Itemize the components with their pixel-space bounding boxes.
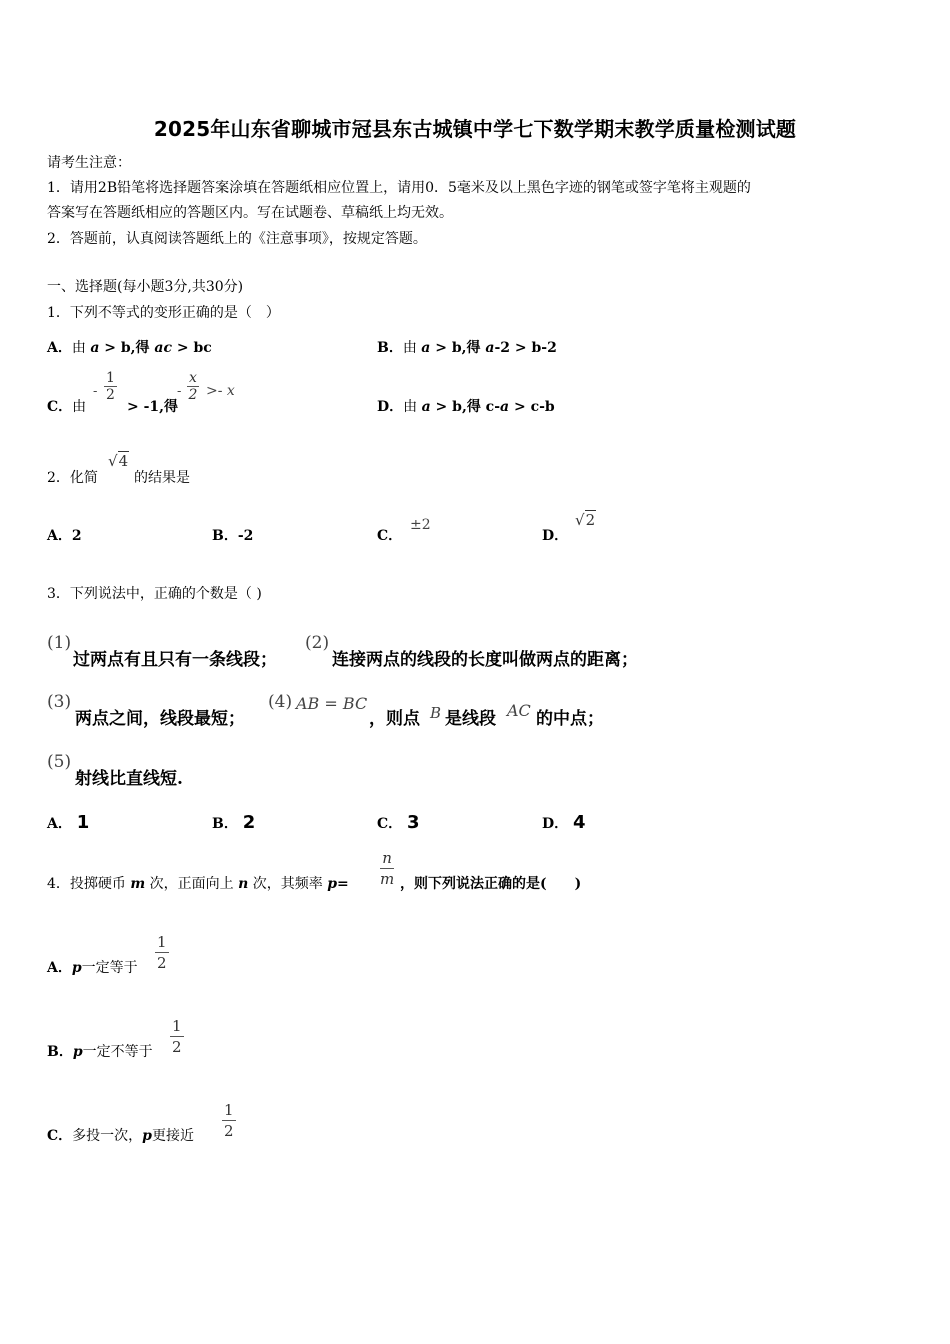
question-1-stem: 1．下列不等式的变形正确的是（ ） (47, 305, 280, 321)
statement-5-number: (5) (47, 752, 72, 772)
minus-sign: - (93, 384, 98, 399)
option-text: > b,得 c- (430, 399, 501, 415)
inequality-tail: >- x (206, 383, 235, 399)
section-heading: 一、选择题(每小题3分,共30分) (47, 279, 244, 295)
expression-ab-bc: AB = BC (296, 694, 368, 713)
plus-minus-2: ±2 (410, 517, 431, 533)
question-4-stem: 4．投掷硬币 m 次，正面向上 n 次，其频率 p= (47, 876, 349, 892)
option-label: A． (47, 340, 72, 356)
option-text: 由 (71, 340, 91, 356)
option-text: 由 (402, 340, 422, 356)
fraction-one-half: $\frac{1}{2}$ (106, 370, 115, 403)
question-2-option-a: A．2 (47, 528, 82, 544)
question-3-option-c: C． 3 (377, 812, 420, 833)
question-3-option-d: D． 4 (542, 812, 586, 833)
page-title: 2025年山东省聊城市冠县东古城镇中学七下数学期末教学质量检测试题 (153, 117, 797, 141)
option-text: > -1,得 (127, 399, 179, 415)
statement-4-text: 是线段 (445, 709, 496, 729)
notice-line-3: 2．答题前，认真阅读答题纸上的《注意事项》，按规定答题。 (47, 231, 427, 247)
minus-sign: - (177, 384, 182, 399)
statement-3-number: (3) (47, 692, 72, 712)
notice-line-1: 1．请用2B铅笔将选择题答案涂填在答题纸相应位置上，请用0．5毫米及以上黑色字迹的钢笔或签字笔将主观题的 (47, 180, 751, 196)
statement-1: 过两点有且只有一条线段； (73, 650, 277, 670)
question-3-stem: 3．下列说法中，正确的个数是（ ) (47, 586, 262, 602)
point-b: B (430, 704, 442, 722)
fraction-x-over-2: $\frac{x}{2}$ (188, 370, 198, 403)
question-4-option-a: A．p一定等于 (47, 960, 138, 976)
sqrt-2: √2 (575, 511, 596, 529)
option-label: B． (377, 340, 403, 356)
fraction-one-half: $\frac{1}{2}$ (172, 1017, 182, 1056)
statement-2: 连接两点的线段的长度叫做两点的距离； (332, 650, 638, 670)
question-2-option-b: B．-2 (212, 528, 254, 544)
var-ac: ac (154, 340, 173, 356)
question-3-option-a: A． 1 (47, 812, 90, 833)
statement-4-text: 的中点； (536, 709, 604, 729)
question-2-stem-suffix: 的结果是 (134, 470, 190, 486)
fraction-one-half: $\frac{1}{2}$ (224, 1101, 234, 1140)
var-a: a (500, 399, 510, 415)
question-2-stem-prefix: 2．化简 (47, 470, 98, 486)
var-a: a (90, 340, 100, 356)
question-4-option-c: C．多投一次，p更接近 (47, 1128, 194, 1144)
var-a: a (421, 340, 431, 356)
sqrt-4: √4 (108, 452, 129, 470)
statement-4-text: ，则点 (369, 709, 420, 729)
question-1-option-d (377, 396, 555, 416)
option-text: > b,得 (99, 340, 155, 356)
option-label: D． (377, 399, 404, 415)
segment-ac: AC (507, 701, 531, 720)
option-text: > b,得 (430, 340, 486, 356)
statement-2-number: (2) (305, 633, 330, 653)
question-1-option-b (377, 337, 557, 357)
fraction-one-half: $\frac{1}{2}$ (157, 933, 167, 972)
option-text: > c-b (509, 399, 555, 415)
notice-line-2: 答案写在答题纸相应的答题区内。写在试题卷、草稿纸上均无效。 (47, 205, 453, 221)
question-3-option-b: B． 2 (212, 812, 256, 833)
question-4-stem-suffix: ，则下列说法正确的是( ) (400, 876, 582, 892)
question-2-option-d-label: D． (542, 528, 569, 544)
statement-3: 两点之间，线段最短； (75, 709, 245, 729)
var-a: a (485, 340, 495, 356)
question-1-option-c-label: C．由 (47, 399, 87, 415)
question-2-option-c-label: C． (377, 528, 403, 544)
fraction-n-over-m: $\frac{n}{m}$ (380, 849, 395, 888)
question-1-option-a (47, 337, 212, 357)
option-text: > bc (172, 340, 212, 356)
option-text: 由 (403, 399, 422, 415)
statement-4-number: (4) (268, 692, 293, 712)
statement-1-number: (1) (47, 633, 72, 653)
question-4-option-b: B．p一定不等于 (47, 1044, 153, 1060)
notice-heading: 请考生注意： (47, 155, 131, 171)
statement-5: 射线比直线短. (75, 769, 183, 789)
option-text: -2 > b-2 (494, 340, 557, 356)
var-a: a (421, 399, 431, 415)
